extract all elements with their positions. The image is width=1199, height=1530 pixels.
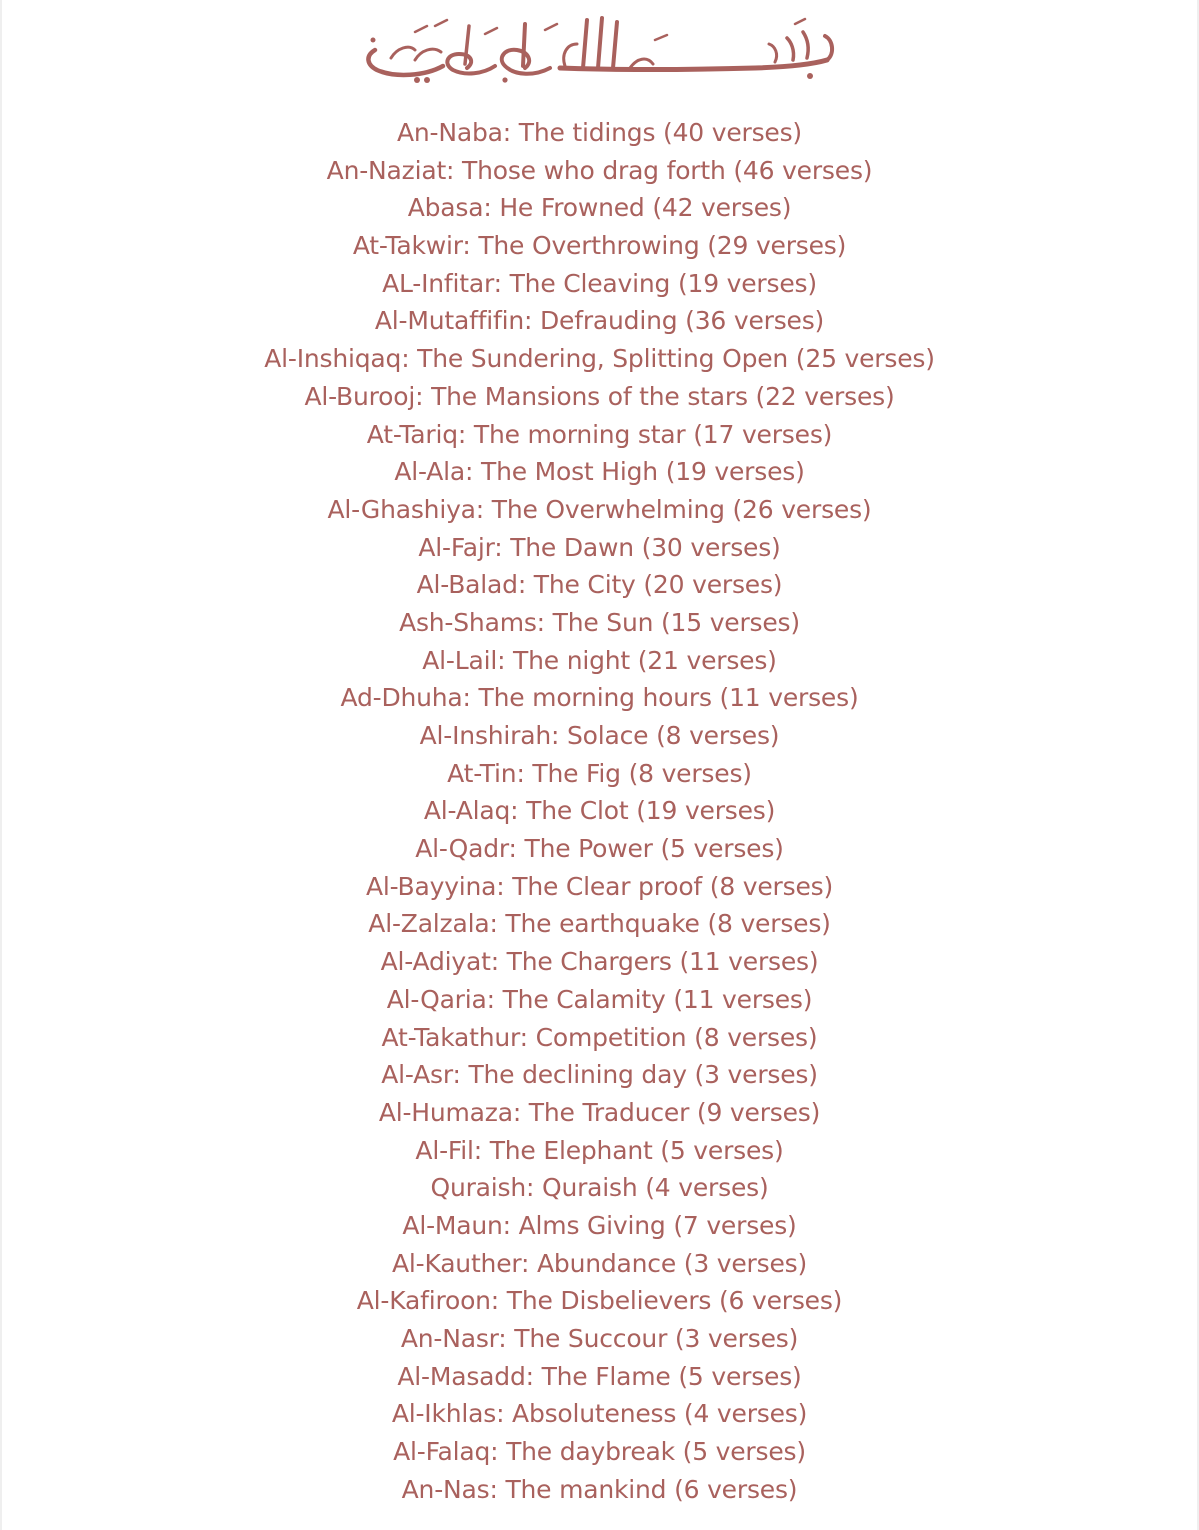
bismillah-calligraphy-icon xyxy=(355,10,845,86)
list-item: Al-Inshiqaq: The Sundering, Splitting Open (25 verses) xyxy=(264,344,935,374)
list-item: Al-Adiyat: The Chargers (11 verses) xyxy=(380,947,819,977)
list-item: At-Tariq: The morning star (17 verses) xyxy=(366,419,833,449)
list-item: Al-Ikhlas: Absoluteness (4 verses) xyxy=(391,1399,808,1429)
list-item: At-Tin: The Fig (8 verses) xyxy=(447,758,752,788)
list-item: An-Nasr: The Succour (3 verses) xyxy=(400,1324,799,1353)
list-item: Ad-Dhuha: The morning hours (11 verses) xyxy=(340,683,859,713)
list-item: An-Naba: The tidings (40 verses) xyxy=(397,118,802,147)
list-item: Al-Qaria: The Calamity (11 verses) xyxy=(386,984,813,1014)
list-item: Al-Mutaffifin: Defrauding (36 verses) xyxy=(374,306,825,336)
list-item: Al-Asr: The declining day (3 verses) xyxy=(381,1060,818,1090)
list-item: Al-Qadr: The Power (5 verses) xyxy=(415,834,784,864)
list-item: Quraish: Quraish (4 verses) xyxy=(430,1173,769,1203)
list-item: Al-Zalzala: The earthquake (8 verses) xyxy=(368,909,831,939)
header xyxy=(2,8,1197,88)
list-item: Al-Inshirah: Solace (8 verses) xyxy=(419,721,780,750)
list-item: Al-Kafiroon: The Disbelievers (6 verses) xyxy=(356,1286,843,1316)
surah-list xyxy=(2,114,1197,1508)
list-item: Al-Falaq: The daybreak (5 verses) xyxy=(393,1437,806,1467)
list-item: Al-Humaza: The Traducer (9 verses) xyxy=(378,1097,821,1127)
list-item: Al-Ghashiya: The Overwhelming (26 verses) xyxy=(327,494,872,524)
list-item: At-Takathur: Competition (8 verses) xyxy=(381,1022,818,1052)
list-item: At-Takwir: The Overthrowing (29 verses) xyxy=(352,231,847,261)
list-item: Al-Alaq: The Clot (19 verses) xyxy=(423,796,776,826)
list-item: Al-Kauther: Abundance (3 verses) xyxy=(391,1248,808,1278)
list-item: An-Naziat: Those who drag forth (46 verses) xyxy=(326,155,873,185)
list-item: Al-Ala: The Most High (19 verses) xyxy=(394,457,805,487)
list-item: Al-Bayyina: The Clear proof (8 verses) xyxy=(365,871,834,901)
list-item: An-Nas: The mankind (6 verses) xyxy=(401,1474,798,1504)
list-item: Al-Lail: The night (21 verses) xyxy=(422,645,777,675)
list-item: Al-Maun: Alms Giving (7 verses) xyxy=(402,1210,797,1240)
list-item: Al-Masadd: The Flame (5 verses) xyxy=(397,1361,802,1391)
list-item: AL-Infitar: The Cleaving (19 verses) xyxy=(382,268,817,298)
list-item: Al-Balad: The City (20 verses) xyxy=(416,570,783,600)
list-item: Al-Fil: The Elephant (5 verses) xyxy=(415,1135,784,1165)
list-item: Abasa: He Frowned (42 verses) xyxy=(407,193,792,223)
list-item: Al-Fajr: The Dawn (30 verses) xyxy=(418,532,781,562)
list-item: Al-Burooj: The Mansions of the stars (22 verses) xyxy=(304,381,895,411)
list-item: Ash-Shams: The Sun (15 verses) xyxy=(399,607,800,637)
